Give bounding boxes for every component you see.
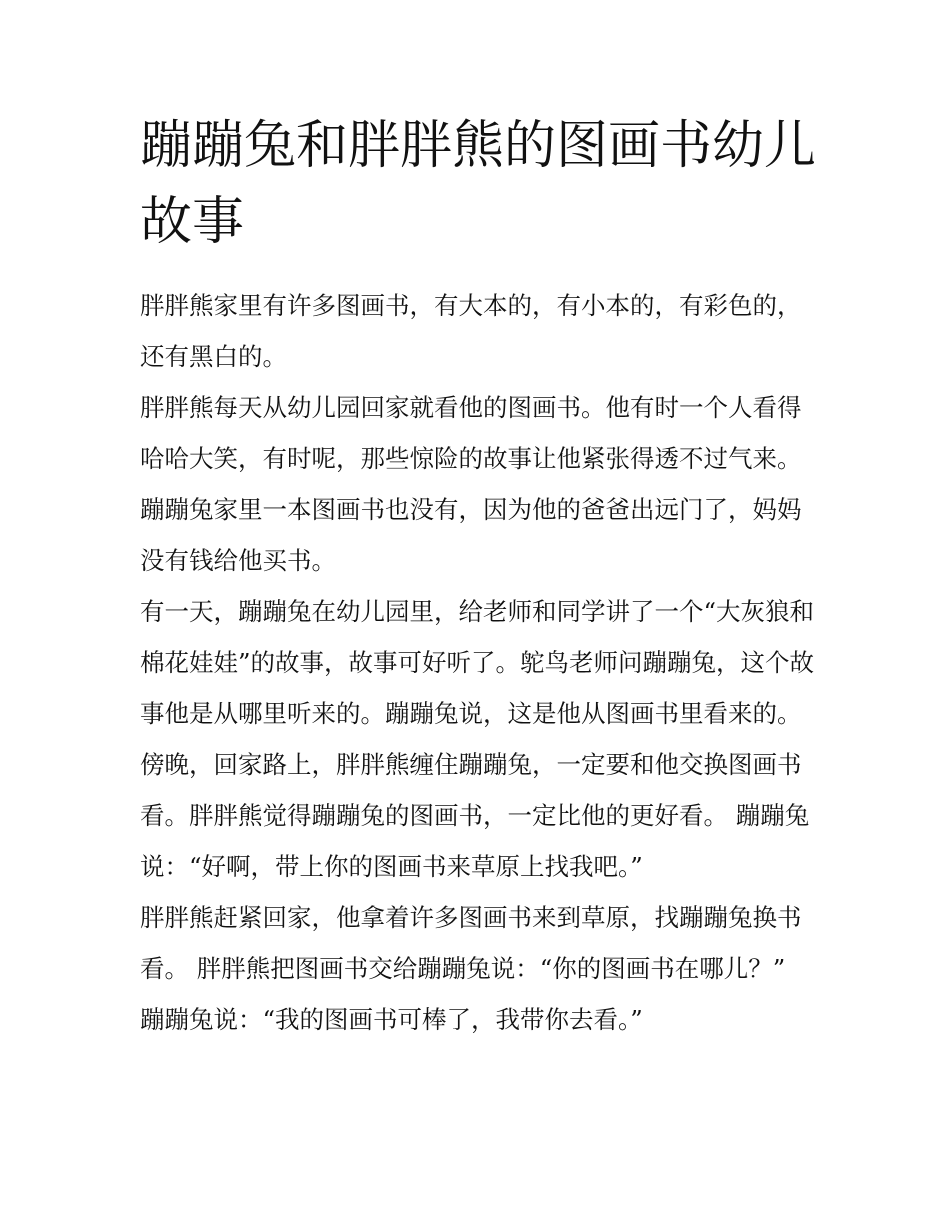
paragraph: 胖胖熊每天从幼儿园回家就看他的图画书。他有时一个人看得哈哈大笑，有时呢，那些惊险的故事让他紧张得透不过气来。 — [140, 393, 802, 473]
document-page — [140, 108, 820, 1045]
paragraph: 胖胖熊赶紧回家，他拿着许多图画书来到草原，找蹦蹦兔换书看。 胖胖熊把图画书交给蹦蹦兔说：“你的图画书在哪儿？” — [140, 903, 802, 983]
paragraph: 有一天，蹦蹦兔在幼儿园里，给老师和同学讲了一个“大灰狼和棉花娃娃”的故事，故事可好听了。鸵鸟老师问蹦蹦兔，这个故事他是从哪里听来的。蹦蹦兔说，这是他从图画书里看来的。 — [140, 597, 815, 728]
paragraph: 蹦蹦兔说：“我的图画书可棒了，我带你去看。” — [140, 1005, 643, 1034]
paragraph: 蹦蹦兔家里一本图画书也没有，因为他的爸爸出远门了，妈妈没有钱给他买书。 — [140, 495, 802, 575]
paragraph: 傍晚，回家路上，胖胖熊缠住蹦蹦兔，一定要和他交换图画书看。胖胖熊觉得蹦蹦兔的图画书，一定比他的更好看。 蹦蹦兔说：“好啊，带上你的图画书来草原上找我吧。” — [140, 750, 810, 881]
document-title: 蹦蹦兔和胖胖熊的图画书幼儿故事 — [140, 116, 817, 252]
paragraph: 胖胖熊家里有许多图画书，有大本的，有小本的，有彩色的，还有黑白的。 — [140, 291, 802, 371]
